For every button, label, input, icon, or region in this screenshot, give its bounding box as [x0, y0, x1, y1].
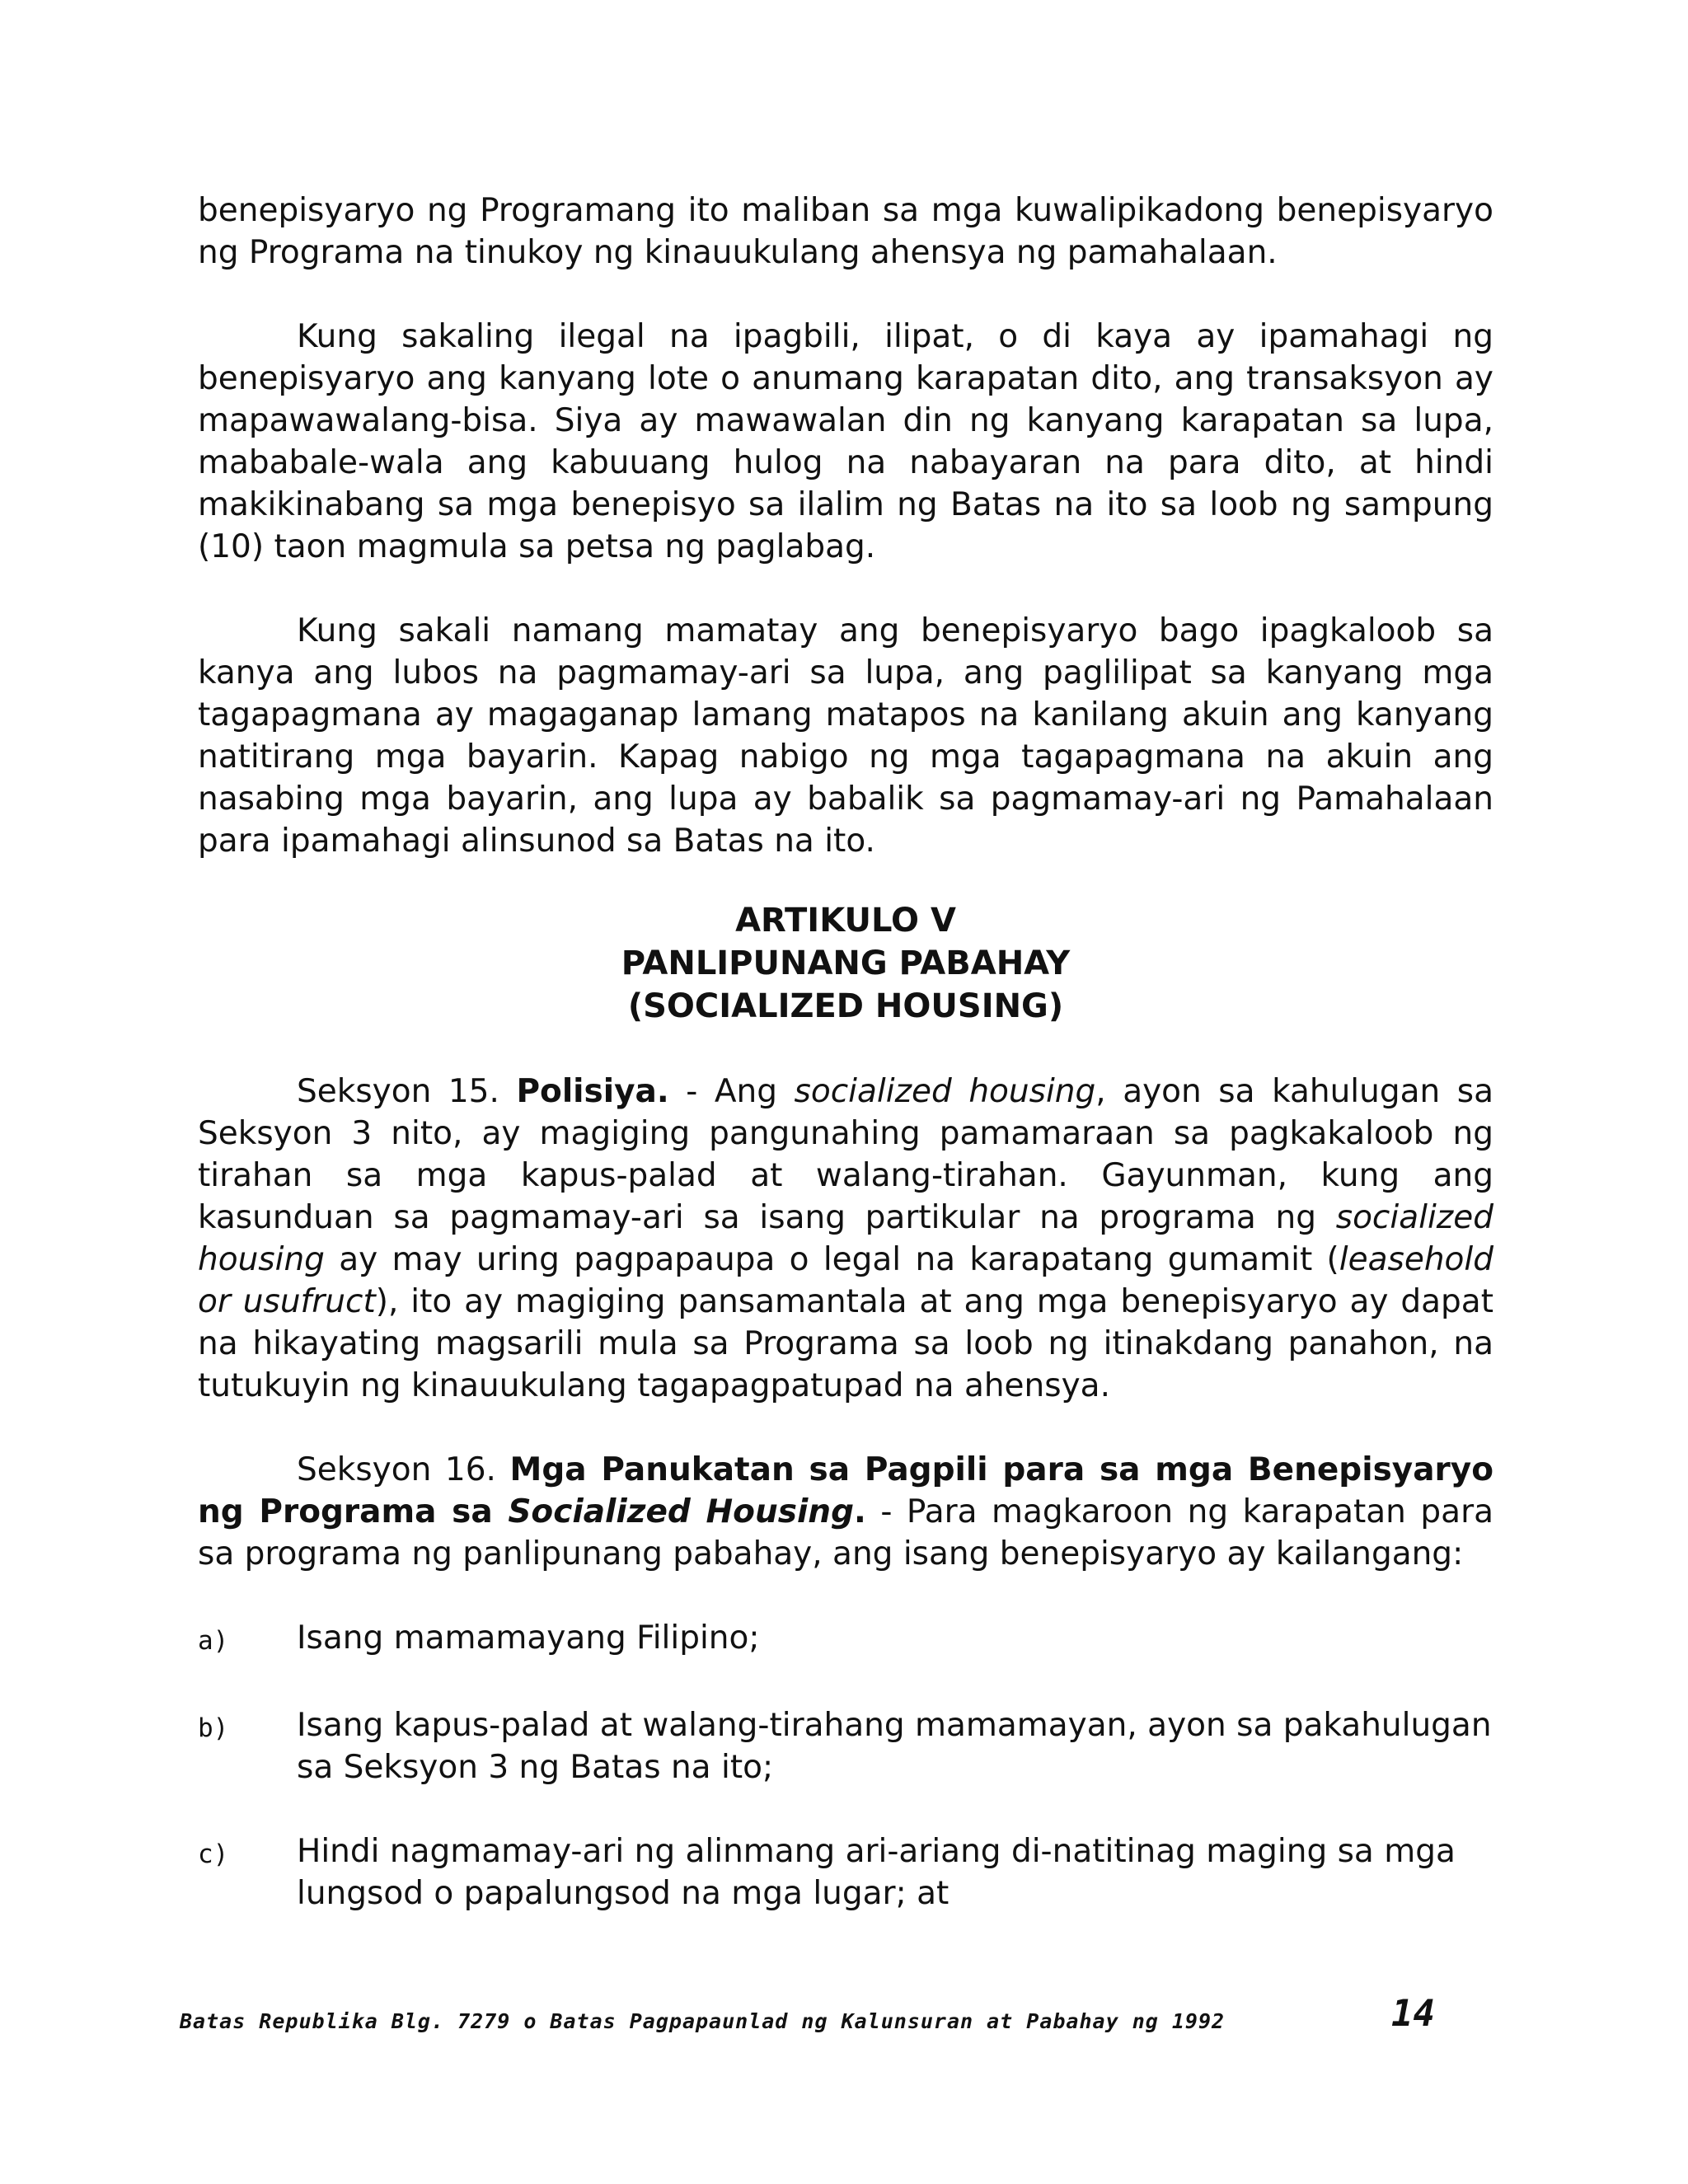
list-text: Isang mamamayang Filipino; [297, 1619, 760, 1657]
list-text: Isang kapus-palad at walang-tirahang mamamayan, ayon sa pakahulugan sa Seksyon 3 ng Batas na ito; [297, 1707, 1492, 1786]
document-body [198, 190, 1493, 1957]
paragraph-beneficiary-death: Kung sakali namang mamatay ang benepisyaryo bago ipagkaloob sa kanya ang lubos na pagmamay-ari sa lupa, ang paglilipat sa kanyang mga tagapagmana ay magaganap lamang matapos na kanilang akuin ang kanyang natitirang mga bayarin. Kapag nabigo ng mga tagapagmana na akuin ang nasabing mga bayarin, ang lupa ay babalik sa pagmamay-ari ng Pamahalaan para ipamahagi alinsunod sa Batas na ito. [198, 612, 1493, 860]
paragraph-illegal-transfer: Kung sakaling ilegal na ipagbili, ilipat, o di kaya ay ipamahagi ng benepisyaryo ang kanyang lote o anumang karapatan dito, ang transaksyon ay mapawawalang-bisa. Siya ay mawawalan din ng kanyang karapatan sa lupa, mababale-wala ang kabuuang hulog na nabayaran na para dito, at hindi makikinabang sa mga benepisyo sa ilalim ng Batas na ito sa loob ng sampung (10) taon magmula sa petsa ng paglabag. [198, 318, 1493, 565]
list-marker: c) [198, 1840, 229, 1869]
paragraph-continuation: benepisyaryo ng Programang ito maliban sa mga kuwalipikadong benepisyaryo ng Programa na tinukoy ng kinauukulang ahensya ng pamahalaan. [198, 192, 1493, 271]
section-15-prefix: Seksyon 15. [297, 1073, 517, 1110]
list-marker: a) [198, 1626, 229, 1656]
page-number: 14 [1391, 1993, 1435, 2035]
section-15-title: Polisiya. [516, 1073, 669, 1110]
article-subtitle: (SOCIALIZED HOUSING) [627, 987, 1064, 1025]
list-item [198, 1617, 1493, 1662]
list-text: Hindi nagmamay-ari ng alinmang ari-ariang di-natitinag maging sa mga lungsod o papalungsod na mga lugar; at [297, 1833, 1456, 1912]
section-16-prefix: Seksyon 16. [297, 1451, 510, 1488]
section-15-text-1: - Ang [668, 1073, 795, 1110]
section-16-title-italic: Socialized Housing [508, 1493, 854, 1530]
list-item [198, 1830, 1493, 1915]
section-15-text-2: , ayon sa kahulugan sa Seksyon 3 nito, ay magiging pangunahing pamamaraan sa pagkakaloob ng tirahan sa mga kapus-palad at walang-tirahan. Gayunman, kung ang kasunduan sa pagmamay-ari sa isang partikular na programa ng [198, 1073, 1493, 1236]
section-15-text-3: ay may uring pagpapaupa o legal na karapatang gumamit ( [324, 1241, 1339, 1278]
list-item [198, 1704, 1493, 1788]
article-number: ARTIKULO V [735, 902, 956, 940]
section-16-body: - Para magkaroon ng karapatan para sa programa ng panlipunang pabahay, ang isang benepisyaryo ay kailangang: [198, 1493, 1494, 1572]
page-footer: Batas Republika Blg. 7279 o Batas Pagpapaunlad ng Kalunsuran at Pabahay ng 1992 [180, 2009, 1226, 2033]
section-16-title-part-1: Mga Panukatan sa Pagpili para sa mga Benepisyaryo ng Programa sa [198, 1451, 1493, 1530]
section-15-italic-2: socialized housing [198, 1199, 1493, 1278]
section-15-text-4: ), ito ay magiging pansamantala at ang mga benepisyaryo ay dapat na hikayating magsarili mula sa Programa sa loob ng itinakdang panahon, na tutukuyin ng kinauukulang tagapagpatupad na ahensya. [198, 1283, 1493, 1404]
section-16 [198, 1449, 1493, 1575]
section-16-title-part-2: . [854, 1493, 866, 1530]
article-heading [198, 899, 1493, 1028]
article-title: PANLIPUNANG PABAHAY [621, 944, 1071, 982]
section-15-italic-1: socialized housing [794, 1073, 1096, 1110]
section-15-italic-3: leasehold or usufruct [198, 1241, 1493, 1320]
section-15 [198, 1071, 1493, 1407]
list-marker: b) [198, 1713, 229, 1743]
